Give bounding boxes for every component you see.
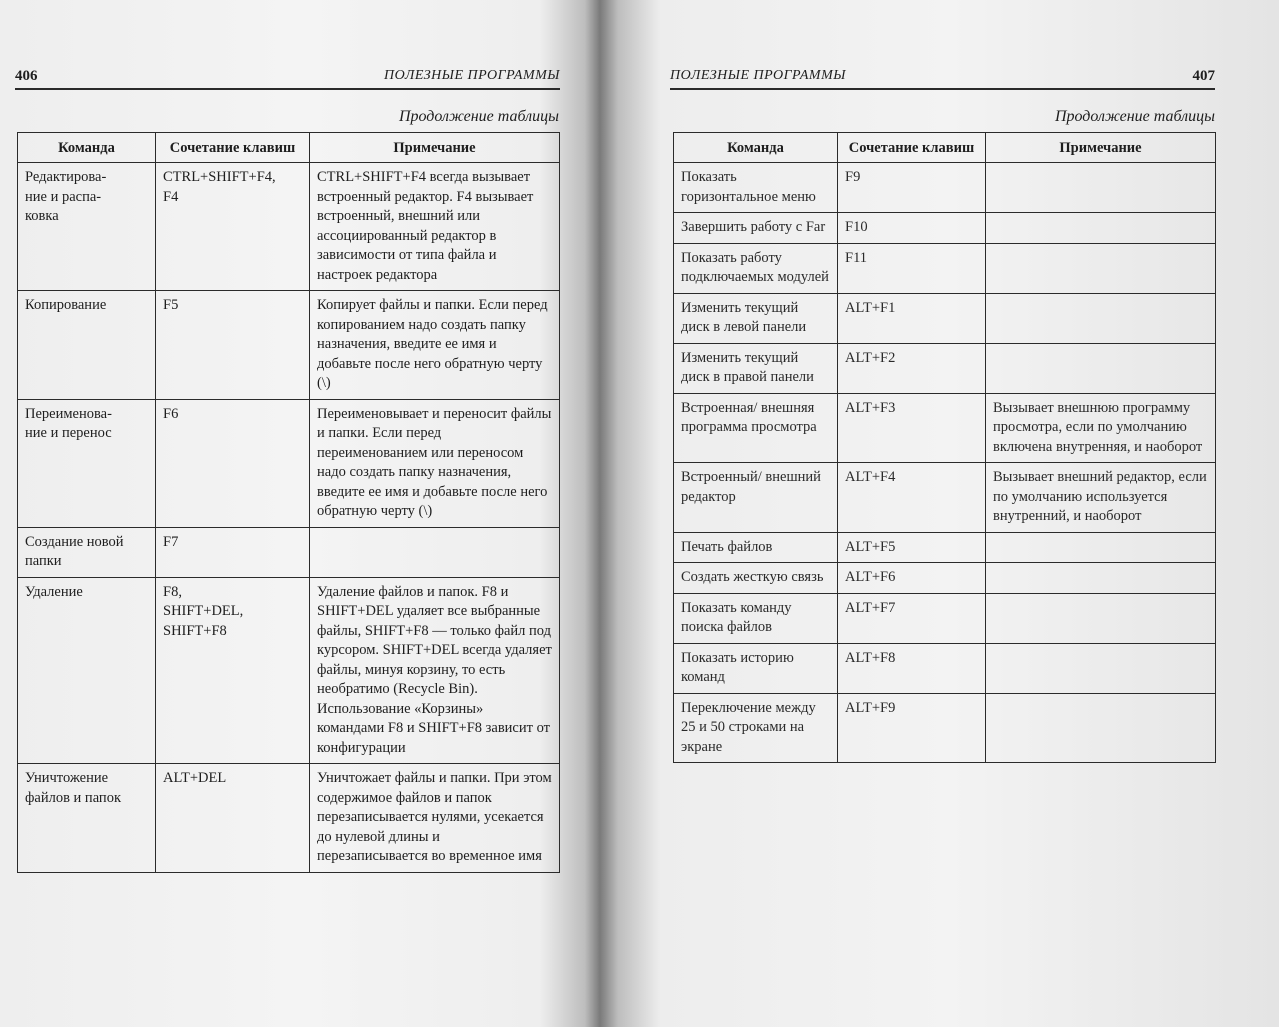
command-cell: Создание новой папки [18,527,156,577]
command-cell: Показать команду поиска файлов [674,593,838,643]
page-number: 406 [15,68,38,84]
right-page [600,0,1279,1027]
note-cell: Удаление файлов и папок. F8 и SHIFT+DEL удаляет все выбранные файлы, SHIFT+F8 — только файл под курсором. SHIFT+DEL всегда удаляет файлы, минуя корзину, то есть необратимо (Recycle Bin). Использование «Корзины» командами F8 и SHIFT+F8 зависит от конфигурации [310,577,560,764]
keys-cell: ALT+F1 [838,293,986,343]
keys-cell: ALT+F4 [838,463,986,533]
table-continuation-label: Продолжение таблицы [1054,108,1215,125]
table-row [674,213,1216,244]
note-cell: Копирует файлы и папки. Если перед копированием надо создать папку назначения, введите ее имя и добавьте после него обратную черту (\) [310,291,560,400]
table-row [674,593,1216,643]
table-row [674,243,1216,293]
table-row [18,764,560,873]
command-cell: Встроенный/ внешний редактор [674,463,838,533]
shortcut-table [17,132,560,873]
command-cell: Показать работу подключаемых модулей [674,243,838,293]
header-command: Команда [18,133,156,163]
keys-cell: F9 [838,163,986,213]
command-cell: Изменить текущий диск в левой панели [674,293,838,343]
command-cell: Изменить текущий диск в правой панели [674,343,838,393]
running-title: ПОЛЕЗНЫЕ ПРОГРАММЫ [384,68,560,83]
command-cell: Переключение между 25 и 50 строками на экране [674,693,838,763]
note-cell [986,213,1216,244]
running-head [670,66,1215,90]
note-cell [986,293,1216,343]
table-row [18,291,560,400]
command-cell: Завершить работу с Far [674,213,838,244]
table-continuation-label: Продолжение таблицы [398,108,559,125]
keys-cell: ALT+F8 [838,643,986,693]
table-row [674,463,1216,533]
note-cell [986,243,1216,293]
note-cell [986,532,1216,563]
keys-cell: ALT+F7 [838,593,986,643]
running-head [15,66,560,90]
shortcut-table [673,132,1216,763]
note-cell [986,343,1216,393]
table-row [674,343,1216,393]
header-keys: Сочетание клавиш [156,133,310,163]
table-row [18,399,560,527]
command-cell: Создать жесткую связь [674,563,838,594]
keys-cell: ALT+F3 [838,393,986,463]
table-row [674,393,1216,463]
table-row [18,527,560,577]
table-row [674,532,1216,563]
keys-cell: F5 [156,291,310,400]
keys-cell: F10 [838,213,986,244]
command-cell: Копирование [18,291,156,400]
keys-cell: CTRL+SHIFT+F4, F4 [156,163,310,291]
left-page [0,0,600,1027]
note-cell: Вызывает внешнюю программу просмотра, если по умолчанию включена внутренняя, и наоборот [986,393,1216,463]
table-header-row [18,133,560,163]
table-row [674,563,1216,594]
keys-cell: F7 [156,527,310,577]
keys-cell: ALT+F9 [838,693,986,763]
table-row [674,643,1216,693]
running-title: ПОЛЕЗНЫЕ ПРОГРАММЫ [670,68,846,83]
page-number: 407 [1192,68,1215,84]
table-row [18,577,560,764]
header-note: Примечание [986,133,1216,163]
command-cell: Печать файлов [674,532,838,563]
header-keys: Сочетание клавиш [838,133,986,163]
keys-cell: F6 [156,399,310,527]
command-cell: Показать историю команд [674,643,838,693]
note-cell [986,693,1216,763]
table-row [674,293,1216,343]
keys-cell: ALT+F6 [838,563,986,594]
table-header-row [674,133,1216,163]
table-row [674,163,1216,213]
keys-cell: ALT+F5 [838,532,986,563]
header-command: Команда [674,133,838,163]
header-note: Примечание [310,133,560,163]
command-cell: Показать горизонтальное меню [674,163,838,213]
note-cell: Уничтожает файлы и папки. При этом содержимое файлов и папок перезаписывается нулями, усекается до нулевой длины и перезаписывается во временное имя [310,764,560,873]
command-cell: Удаление [18,577,156,764]
command-cell: Переименова- ние и перенос [18,399,156,527]
keys-cell: F8, SHIFT+DEL, SHIFT+F8 [156,577,310,764]
command-cell: Встроенная/ внешняя программа просмотра [674,393,838,463]
note-cell: Переименовывает и переносит файлы и папки. Если перед переименованием или переносом надо создать папку назначения, введите ее имя и добавьте после него обратную черту (\) [310,399,560,527]
keys-cell: F11 [838,243,986,293]
keys-cell: ALT+DEL [156,764,310,873]
command-cell: Редактирова- ние и распа- ковка [18,163,156,291]
note-cell [986,593,1216,643]
note-cell [986,643,1216,693]
table-row [18,163,560,291]
keys-cell: ALT+F2 [838,343,986,393]
note-cell: CTRL+SHIFT+F4 всегда вызывает встроенный редактор. F4 вызывает встроенный, внешний или ассоциированный редактор в зависимости от типа файла и настроек редактора [310,163,560,291]
note-cell: Вызывает внешний редактор, если по умолчанию используется внутренний, и наоборот [986,463,1216,533]
table-row [674,693,1216,763]
note-cell [310,527,560,577]
note-cell [986,563,1216,594]
note-cell [986,163,1216,213]
command-cell: Уничтожение файлов и папок [18,764,156,873]
